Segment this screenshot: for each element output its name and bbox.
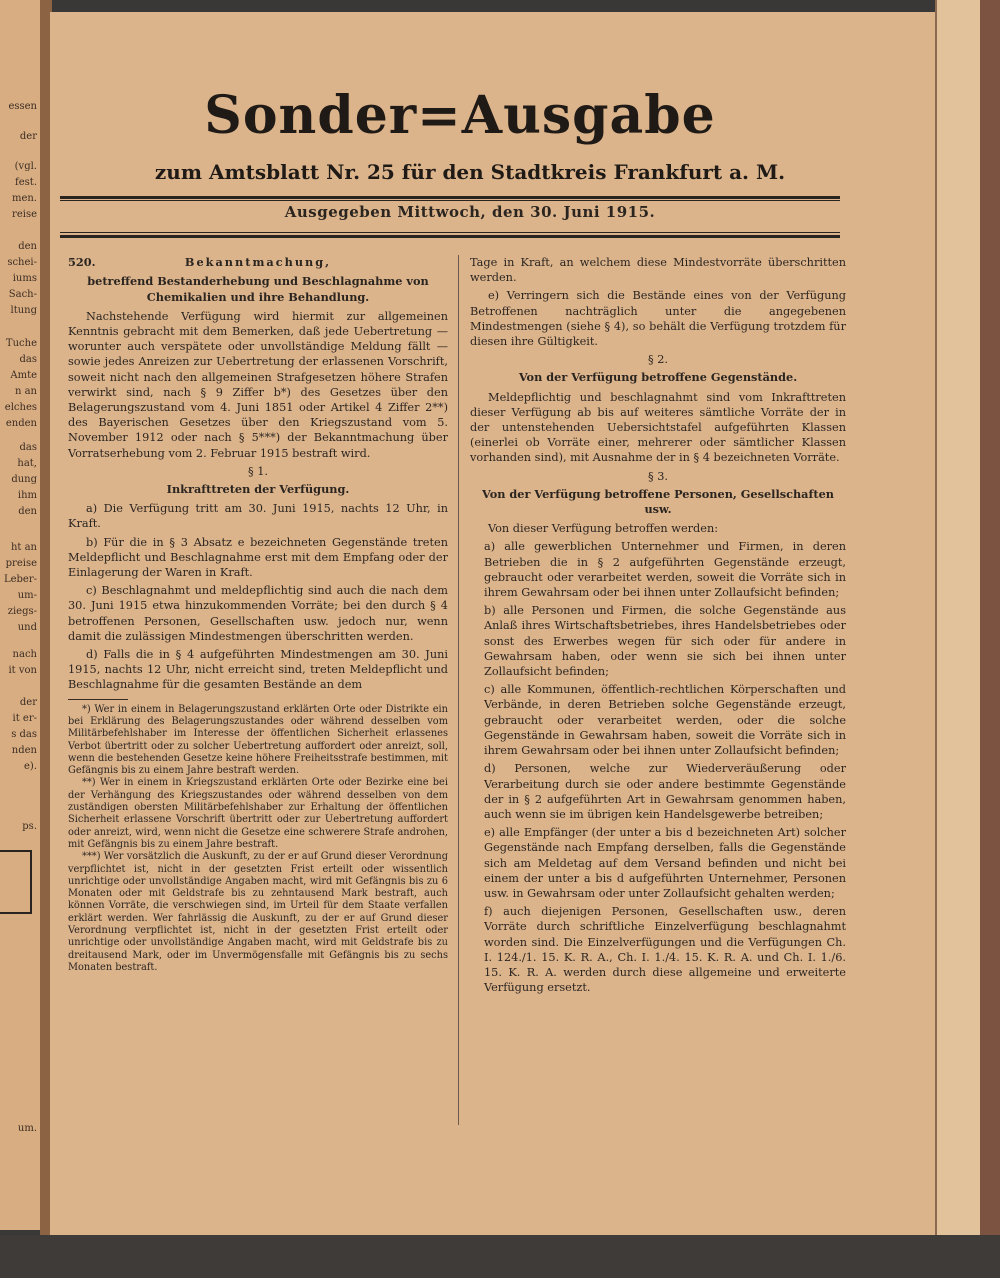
announcement-heading: Bekanntmachung, [184,255,332,270]
previous-page-fragment: den [18,506,37,517]
binding-cover [980,0,1000,1278]
mid-rule [60,235,840,238]
previous-page-fragment: der [19,131,37,142]
previous-page-fragment: Tuche [5,338,37,349]
masthead-title: Sonder=Ausgabe [204,85,716,146]
previous-page-fragment: nden [11,745,37,756]
top-rule [60,196,840,199]
previous-page-fragment: um- [17,590,37,601]
continuation-text: Tage in Kraft, an welchem diese Mindestvorräte überschritten werden. [470,256,846,285]
previous-page-fragment: essen [8,101,37,112]
section-1-d: d) Falls die in § 4 aufgeführten Mindestmengen am 30. Juni 1915, nachts 12 Uhr, nicht erreicht sind, treten Meldepflicht und Beschlagnahme für die gesamten Bestände an dem [68,648,448,692]
previous-page-fragment: preise [5,558,37,569]
previous-page-fragment: um. [17,1123,37,1134]
section-1-a: a) Die Verfügung tritt am 30. Juni 1915, nachts 12 Uhr, in Kraft. [68,502,448,531]
section-3-title: Von der Verfügung betroffene Personen, Gesellschaften usw. [482,486,834,517]
previous-page-box [0,850,32,914]
previous-page-fragment: s das [11,729,37,740]
intro-paragraph: Nachstehende Verfügung wird hiermit zur allgemeinen Kenntnis gebracht mit dem Bemerken, daß jede Uebertretung — worunter auch verspätete oder unvollständige Meldung fällt — sowie jedes Anreizen zur Uebertretung der erlassenen Vorschrift, soweit nicht nach den allgemeinen Strafgesetzen höhere Strafen verwirkt sind, nach § 9 Ziffer b*) des Gesetzes über den Belagerungszustand vom 4. Juni 1851 oder Artikel 4 Ziffer 2**) des Bayerischen Gesetzes über den Kriegszustand vom 5. November 1912 oder nach § 5***) der Bekanntmachung über Vorratserhebung vom 2. Februar 1915 bestraft wird. [68,309,448,460]
section-1-number: § 1. [247,464,269,478]
footnote-1: *) Wer in einem in Belagerungszustand erklärten Orte oder Distrikte ein bei Erklärung des Belagerungszustandes oder während desselben vom Militärbefehlshaber im Interesse der öffentlichen Sicherheit erlassenes Verbot übertritt oder zu solcher Uebertretung auffordert oder anreizt, soll, wenn die bestehenden Gesetze keine höhere Freiheitsstrafe bestimmen, mit Gefängnis bis zu einem Jahre bestraft werden. [68,703,448,777]
section-3-number: § 3. [647,469,669,483]
footnote-2: **) Wer in einem in Kriegszustand erklärten Orte oder Bezirke eine bei der Verhängung des Kriegszustandes oder während desselben von dem zuständigen obersten Militärbefehlshaber zur Erhaltung der öffentlichen Sicherheit erlassene Vorschrift übertritt oder zur Uebertretung auffordert oder anreizt, wird, wenn nicht die Gesetze eine schwerere Strafe androhen, mit Gefängnis bis zu einem Jahre bestraft. [68,777,448,850]
issue-date: Ausgegeben Mittwoch, den 30. Juni 1915. [284,203,656,221]
footnote-3: ***) Wer vorsätzlich die Auskunft, zu der er auf Grund dieser Verordnung verpflichtet ist, nicht in der gesetzten Frist erteilt oder wissentlich unrichtige oder unvollständige Angaben macht, wird mit Gefängnis bis zu 6 Monaten oder mit Geldstrafe bis zu zehntausend Mark bestraft, auch können Vorräte, die verschwiegen sind, im Urteil für dem Staate verfallen erklärt werden. Wer fahrlässig die Auskunft, zu der er auf Grund dieser Verordnung verpflichtet ist, nicht in der gesetzten Frist erteilt oder unrichtige oder unvollständige Angaben macht, wird mit Geldstrafe bis zu dreitausend Mark, oder im Unvermögensfalle mit Gefängnis bis zu sechs Monaten bestraft. [68,851,448,973]
previous-page-fragment: Sach- [8,289,37,300]
section-1-title: Inkrafttreten der Verfügung. [166,482,350,497]
section-3-a: a) alle gewerblichen Unternehmer und Firmen, in deren Betrieben die in § 2 aufgeführten Gegenstände erzeugt, gebraucht oder verarbeitet werden, soweit die Vorräte sich in ihrem Gewahrsam oder bei ihnen unter Zollaufsicht befinden; [484,540,846,600]
previous-page-fragment: der [19,697,37,708]
section-3-d: d) Personen, welche zur Wiederveräußerung oder Verarbeitung durch sie oder andere bestimmte Gegenstände der in § 2 aufgeführten Art in Gewahrsam genommen haben, auch wenn sie im übrigen kein Handelsgewerbe betreiben; [484,762,846,821]
previous-page-fragment: hat, [17,458,37,469]
section-2-title: Von der Verfügung betroffene Gegenstände. [518,370,798,385]
section-3-e: e) alle Empfänger (der unter a bis d bezeichneten Art) solcher Gegenstände nach Empfang derselben, falls die Gegenstände sich am Meldetag auf dem Versand befinden und nicht bei einem der unter a bis d aufgeführten Unternehmer, Personen usw. in Gewahrsam oder unter Zollaufsicht gehalten werden; [484,826,846,900]
footnote-rule [68,699,128,700]
top-rule-thin [60,200,840,201]
previous-page-fragment: ltung [10,305,37,316]
previous-page-fragment: Leber- [3,574,37,585]
previous-page-fragment: nach [12,649,37,660]
previous-page-fragment: den [18,241,37,252]
announcement-number: 520. [68,255,96,269]
section-1-c: c) Beschlagnahmt und meldepflichtig sind auch die nach dem 30. Juni 1915 etwa hinzukommenden Vorräte; bei den durch § 4 betroffenen Personen, Gesellschaften usw. jedoch nur, wenn damit die zulässigen Mindestmengen überschritten werden. [68,584,448,643]
section-3-c: c) alle Kommunen, öffentlich-rechtlichen Körperschaften und Verbände, in deren Betrieben solche Gegenstände erzeugt, gebraucht oder verarbeitet werden, oder die solche Gegenstände in Gewahrsam haben, soweit die Vorräte sich in ihrem Gewahrsam oder bei ihnen unter Zollaufsicht befinden; [484,683,846,758]
section-3-b: b) alle Personen und Firmen, die solche Gegenstände aus Anlaß ihres Wirtschaftsbetriebes, ihres Handelsbetriebes oder sonst des Erwerbes wegen für sich oder für andere in Gewahrsam haben, oder wenn sie sich bei ihnen unter Zollaufsicht befinden; [484,604,846,679]
right-column [470,255,846,998]
section-3-intro: Von dieser Verfügung betroffen werden: [488,522,719,536]
previous-page-fragment: Amte [10,370,37,381]
section-3-f: f) auch diejenigen Personen, Gesellschaften usw., deren Vorräte durch schriftliche Einzelverfügung beschlagnahmt worden sind. Die Einzelverfügungen und die Verfügungen Ch. I. 124./1. 15. K. R. A., Ch. I. 1./4. 15. K. R. A. und Ch. I. 1./6. 15. K. R. A. werden durch diese allgemeine und erweiterte Verfügung ersetzt. [484,905,846,995]
section-2-text: Meldepflichtig und beschlagnahmt sind vom Inkrafttreten dieser Verfügung ab bis auf weiteres sämtliche Vorräte der in der untenstehenden Uebersichtstafel aufgeführten Klassen (einerlei ob Vorräte einer, mehrerer oder sämtlicher Klassen vorhanden sind), mit Ausnahme der in § 4 bezeichneten Vorräte. [470,390,846,465]
previous-page-fragment: und [17,622,37,633]
previous-page-fragment: it von [8,665,37,676]
section-1-b: b) Für die in § 3 Absatz e bezeichneten Gegenstände treten Meldepflicht und Beschlagnahme erst mit dem Empfang oder der Einlagerung der Waren in Kraft. [68,535,448,580]
previous-page-fragment: ps. [22,821,37,832]
previous-page-fragment: men. [11,193,37,204]
previous-page-fragment: e). [24,761,37,772]
previous-page-fragment: elches [4,402,37,413]
mid-rule-thin [60,232,840,233]
announcement-subject: betreffend Bestanderhebung und Beschlagnahme von Chemikalien und ihre Behandlung. [87,274,429,304]
previous-page-fragment: dung [11,474,37,485]
previous-page-fragment: ziegs- [7,606,37,617]
left-column [68,255,448,974]
previous-page-fragment: fest. [15,177,37,188]
previous-page-fragment: (vgl. [14,161,37,172]
previous-page-fragment: ht an [10,542,37,553]
previous-page-fragment: schei- [7,257,37,268]
background-surface [0,1235,1000,1278]
masthead-subtitle: zum Amtsblatt Nr. 25 für den Stadtkreis Frankfurt a. M. [154,160,786,184]
previous-page-fragment: das [19,442,37,453]
previous-page-fragment: n an [14,386,37,397]
column-divider [458,255,459,1125]
previous-page-fragment: it er- [12,713,37,724]
section-2-number: § 2. [647,353,669,367]
previous-page-edge [0,0,43,1230]
previous-page-fragment: das [19,354,37,365]
previous-page-fragment: ihm [17,490,37,501]
previous-page-fragment: enden [5,418,37,429]
previous-page-fragment: reise [12,209,37,220]
section-1-e: e) Verringern sich die Bestände eines von der Verfügung Betroffenen nachträglich unter die angegebenen Mindestmengen (siehe § 4), so behält die Verfügung trotzdem für diesen ihre Gültigkeit. [470,289,846,349]
previous-page-fragment: iums [12,273,37,284]
